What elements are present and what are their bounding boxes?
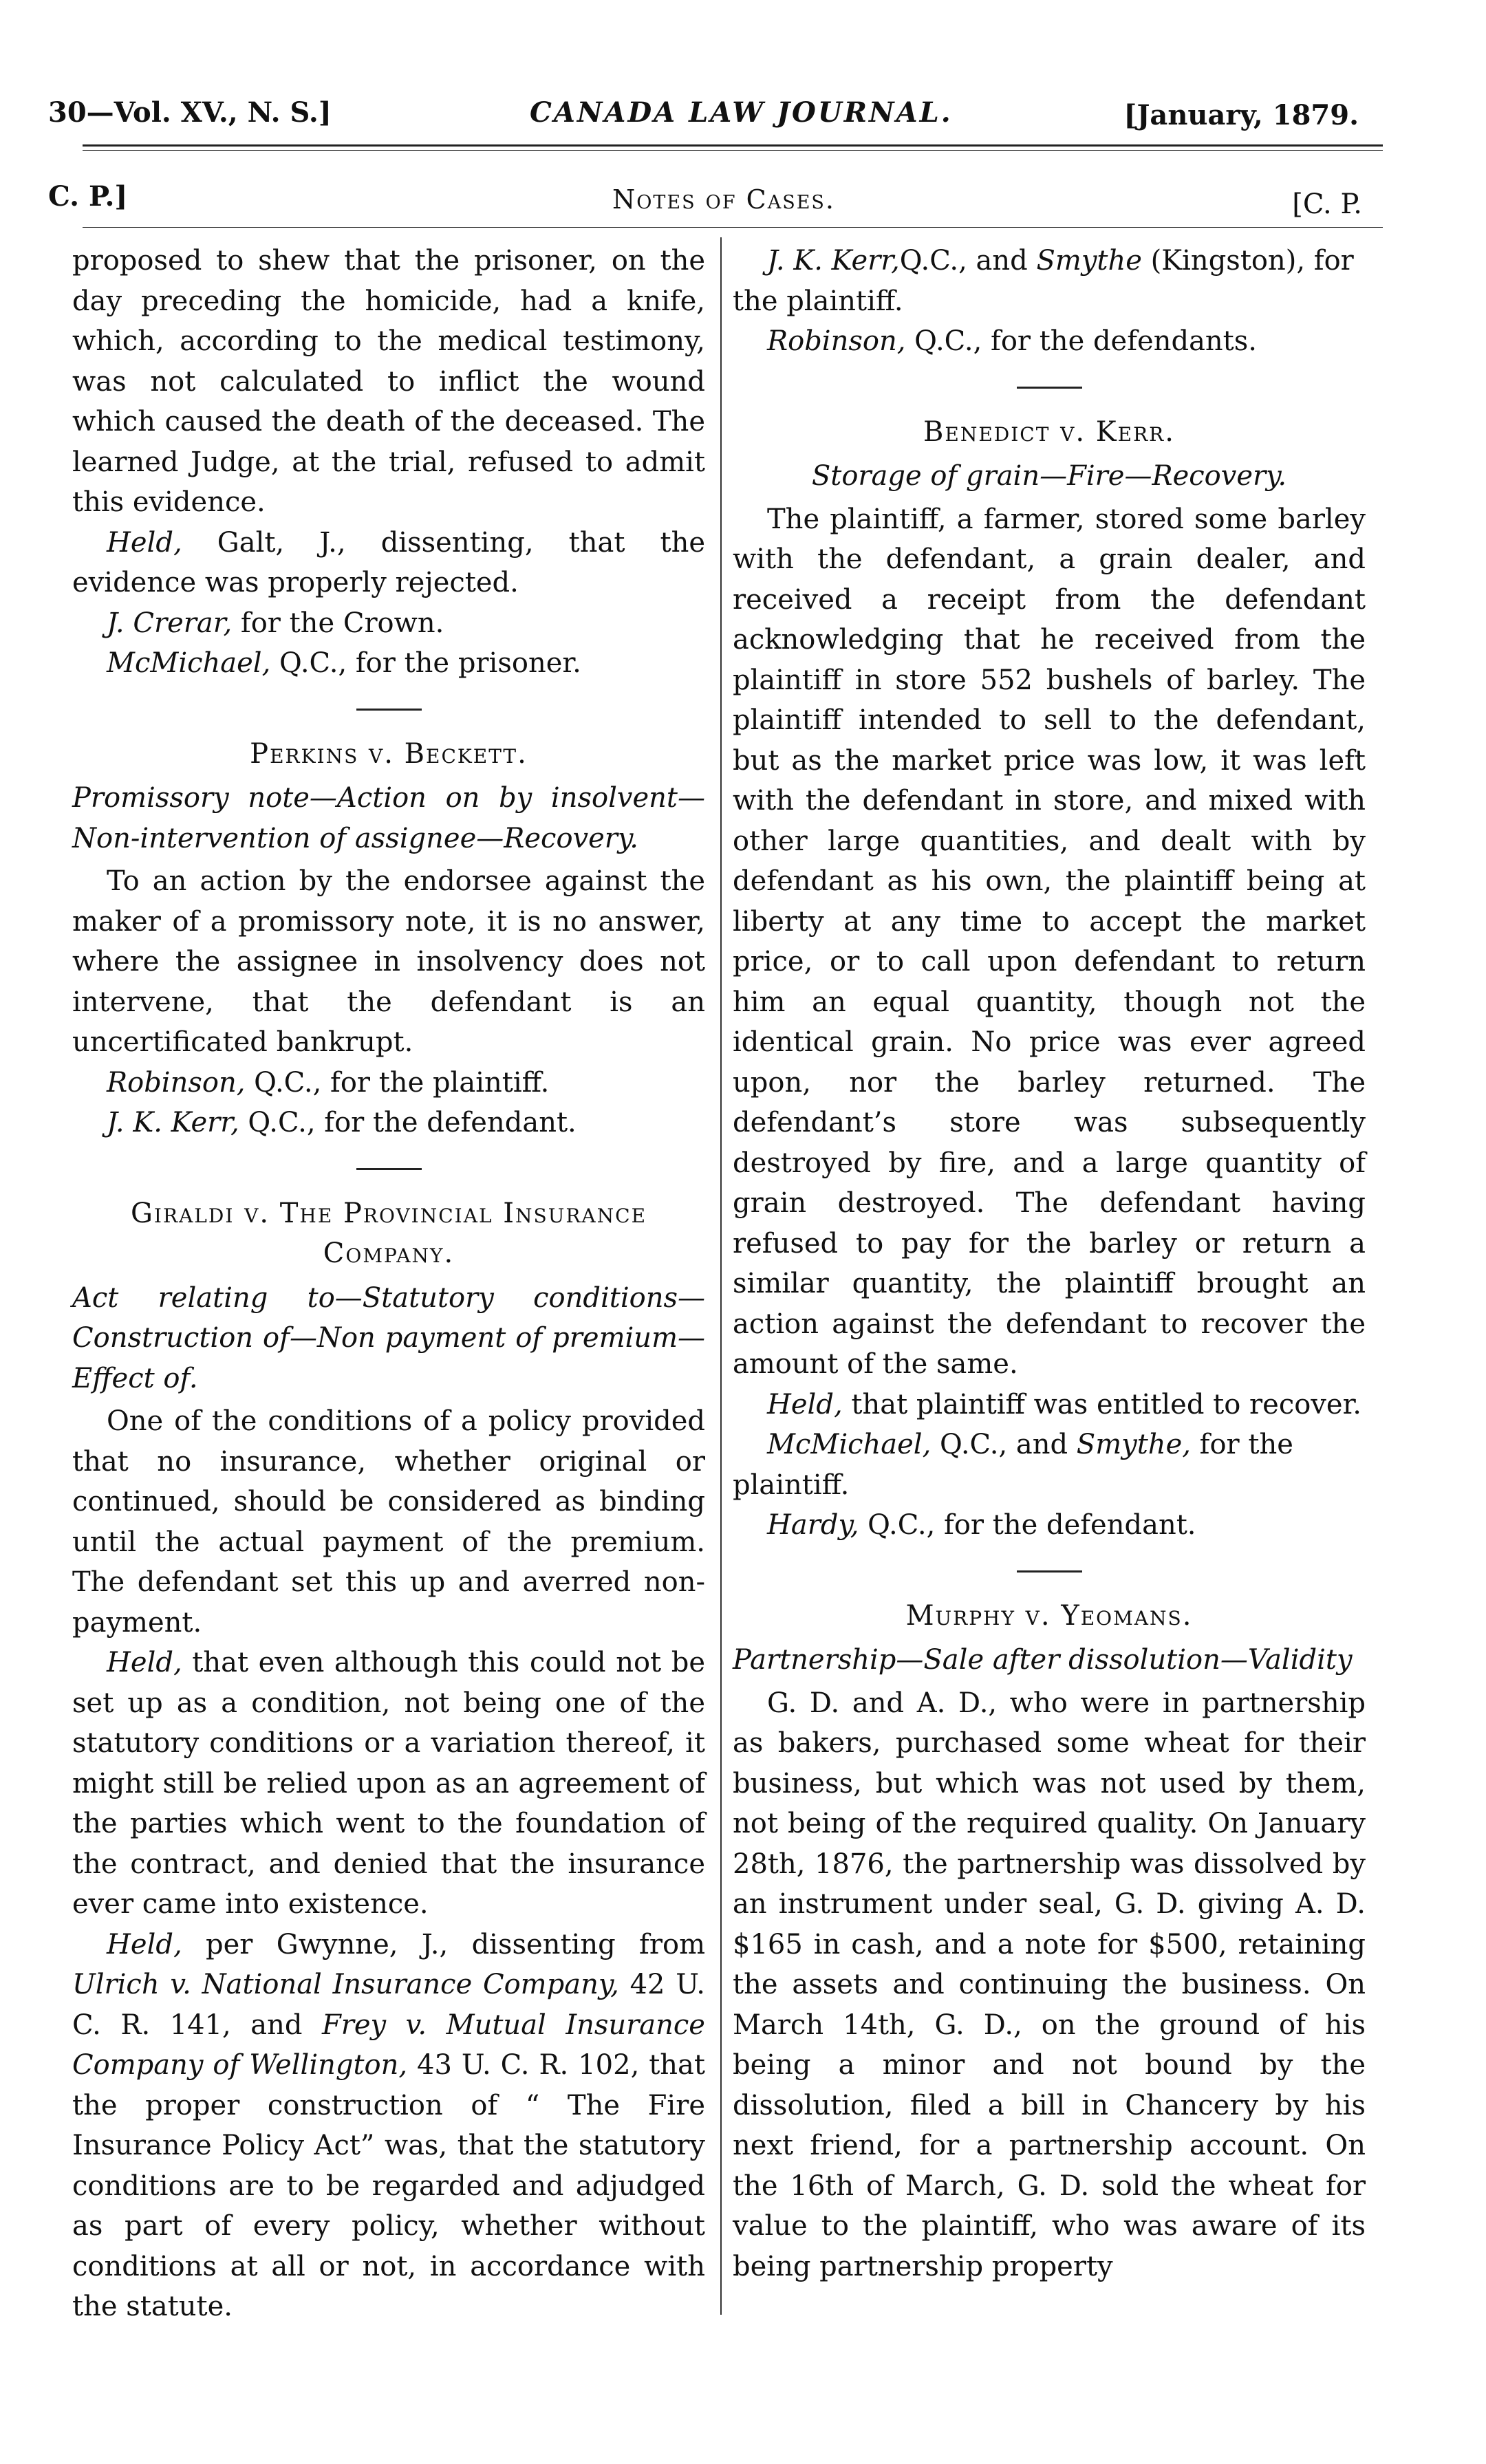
counsel-line: J. K. Kerr, Q.C., for the defendant. — [107, 1107, 577, 1138]
case-title: Murphy v. Yeomans. — [905, 1599, 1193, 1632]
case-headnote: Storage of grain—Fire—Recovery. — [811, 460, 1287, 492]
header-rule-bottom — [83, 150, 1383, 151]
case-separator — [356, 1168, 422, 1170]
issue-date: [January, 1879. — [1123, 99, 1359, 131]
counsel-line: McMichael, Q.C., for the prisoner. — [107, 647, 581, 679]
left-column — [72, 241, 705, 2327]
journal-title: CANADA LAW JOURNAL. — [530, 96, 953, 129]
counsel-line: J. Crerar, for the Crown. — [107, 607, 444, 639]
case-separator — [1017, 387, 1082, 389]
header-rule-top — [83, 144, 1383, 147]
section-head — [48, 180, 1362, 221]
court-right: [C. P. — [1292, 188, 1362, 220]
court-left: C. P.] — [48, 180, 128, 213]
counsel-line: Robinson, Q.C., for the plaintiff. — [107, 1066, 550, 1099]
column-divider — [720, 237, 722, 2315]
case-headnote: Partnership—Sale after dissolution—Validity — [733, 1644, 1353, 1676]
paragraph: One of the conditions of a policy provided that no insurance, whether original or continued, should be considered as binding until the actual payment of the premium. The defendant set this up and averred non-payment. — [72, 1405, 705, 1639]
counsel-line: McMichael, Q.C., and Smythe, for the plaintiff. — [733, 1429, 1293, 1501]
held-paragraph: Held, that even although this could not be set up as a condition, not being one of the statutory conditions or a variation thereof, it might still be relied upon as an agreement of the parties which went to the foundation of the contract, and denied that the insurance ever came into existence. — [72, 1647, 705, 1920]
running-head — [48, 96, 1359, 138]
paragraph: The plaintiff, a farmer, stored some barley with the defendant, a grain dealer, and received a receipt from the defendant acknowledging that he received from the plaintiff in store 552 bushels of barley. The plaintiff intended to sell to the defendant, but as the market price was low, it was left with the defendant in store, and mixed with other large quantities, and dealt with by defendant as his own, the plaintiff being at liberty at any time to accept the market price, or to call upon defendant to return him an equal quantity, though not the identical grain. No price was ever agreed upon, nor the barley returned. The defendant’s store was subsequently destroyed by fire, and a large quantity of grain destroyed. The defendant having refused to pay for the barley or return a similar quantity, the plaintiff brought an action against the defendant to recover the amount of the same. — [733, 503, 1366, 1380]
case-title: Benedict v. Kerr. — [923, 415, 1175, 448]
case-headnote: Act relating to—Statutory conditions—Construction of—Non payment of premium—Effect of. — [72, 1282, 705, 1394]
paragraph: G. D. and A. D., who were in partnership as bakers, purchased some wheat for their business, but which was not used by them, not being of the required quality. On January 28th, 1876, the partnership was dissolved by an instrument under seal, G. D. giving A. D. $165 in cash, and a note for $500, retaining the assets and continuing the business. On March 14th, G. D., on the ground of his being a minor and not bound by the dissolution, filed a bill in Chancery by his next friend, for a partnership account. On the 16th of March, G. D. sold the wheat for value to the plaintiff, who was aware of its being partnership property — [733, 1687, 1366, 2282]
held-paragraph: Held, Galt, J., dissenting, that the evidence was properly rejected. — [72, 526, 705, 598]
counsel-line: J. K. Kerr,Q.C., and Smythe (Kingston), for the plaintiff. — [733, 245, 1354, 317]
page-volume: 30—Vol. XV., N. S.] — [48, 96, 332, 129]
counsel-line: Hardy, Q.C., for the defendant. — [767, 1509, 1196, 1541]
counsel-line: Robinson, Q.C., for the defendants. — [767, 325, 1257, 357]
case-title: Giraldi v. The Provincial Insurance Company. — [130, 1197, 647, 1269]
section-rule — [83, 227, 1383, 228]
right-column — [733, 241, 1366, 2287]
case-headnote: Promissory note—Action on by insolvent—Non-intervention of assignee—Recovery. — [72, 782, 705, 854]
held-paragraph: Held, that plaintiff was entitled to recover. — [767, 1388, 1362, 1420]
case-title: Perkins v. Beckett. — [250, 737, 528, 770]
section-title: Notes of Cases. — [612, 184, 835, 215]
case-separator — [356, 709, 422, 711]
paragraph: To an action by the endorsee against the maker of a promissory note, it is no answer, where the assignee in insolvency does not intervene, that the defendant is an uncertificated bankrupt. — [72, 865, 705, 1058]
paragraph: proposed to shew that the prisoner, on the day preceding the homicide, had a knife, which, according to the medical testimony, was not calculated to inflict the wound which caused the death of the deceased. The learned Judge, at the trial, refused to admit this evidence. — [72, 245, 705, 518]
held-paragraph: Held, per Gwynne, J., dissenting from Ulrich v. National Insurance Company, 42 U. C. R. 141, and Frey v. Mutual Insurance Company of Wellington, 43 U. C. R. 102, that the proper construction of “ The Fire Insurance Policy Act” was, that the statutory conditions are to be regarded and adjudged as part of every policy, whether without conditions at all or not, in accordance with the statute. — [72, 1928, 705, 2322]
case-separator — [1017, 1570, 1082, 1573]
